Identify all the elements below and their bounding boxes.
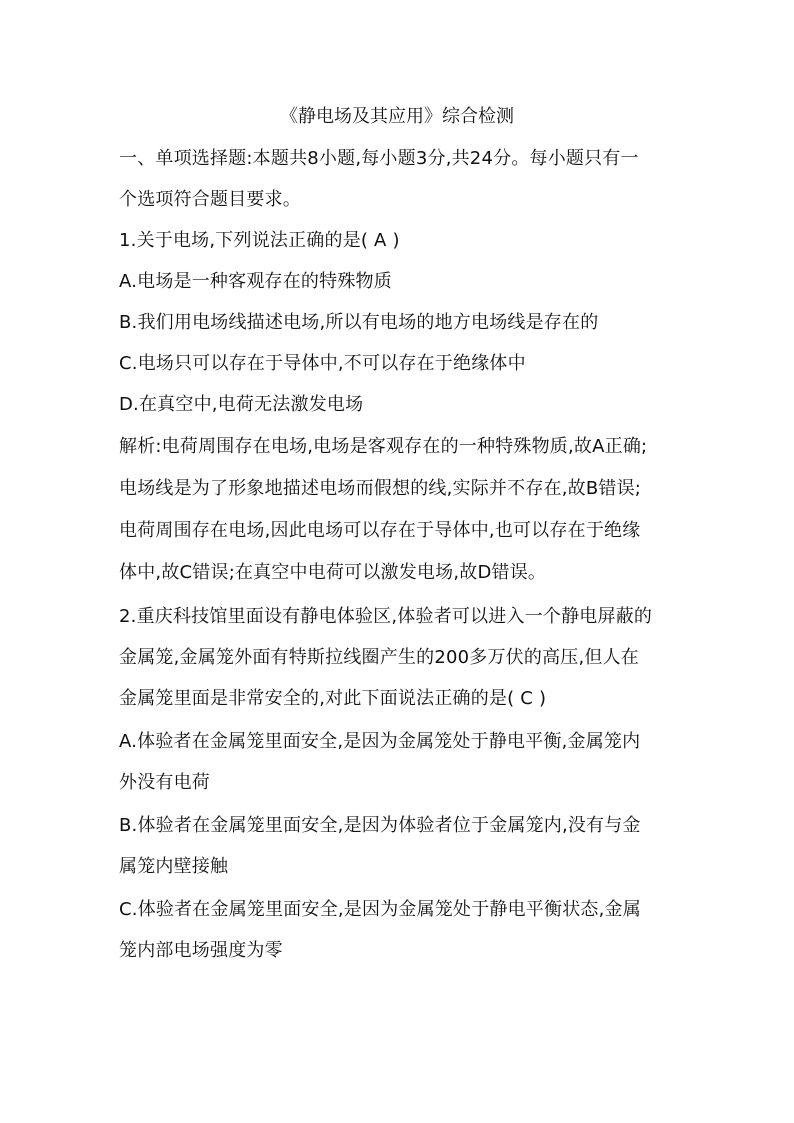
question-2-stem-line-3: 金属笼里面是非常安全的,对此下面说法正确的是( C )	[119, 688, 547, 709]
question-1-analysis-line-1: 解析:电荷周围存在电场,电场是客观存在的一种特殊物质,故A正确;	[119, 436, 648, 457]
question-2-option-a-line-2: 外没有电荷	[119, 772, 210, 793]
question-2-option-c-line-2: 笼内部电场强度为零	[119, 940, 283, 961]
question-2-option-b-line-1: B.体验者在金属笼里面安全,是因为体验者位于金属笼内,没有与金	[119, 815, 641, 836]
question-2-option-b-line-2: 属笼内壁接触	[119, 856, 229, 877]
question-1-option-d: D.在真空中,电荷无法激发电场	[119, 394, 364, 415]
question-1-analysis-line-3: 电荷周围存在电场,因此电场可以存在于导体中,也可以存在于绝缘	[119, 520, 641, 541]
question-1-analysis-line-2: 电场线是为了形象地描述电场而假想的线,实际并不存在,故B错误;	[119, 478, 642, 499]
section-header-line-1: 一、单项选择题:本题共8小题,每小题3分,共24分。每小题只有一	[119, 148, 639, 169]
section-header-line-2: 个选项符合题目要求。	[119, 189, 301, 210]
question-1-analysis-line-4: 体中,故C错误;在真空中电荷可以激发电场,故D错误。	[119, 562, 547, 583]
question-2-option-a-line-1: A.体验者在金属笼里面安全,是因为金属笼处于静电平衡,金属笼内	[119, 731, 641, 752]
document-title: 《静电场及其应用》综合检测	[280, 106, 514, 127]
question-1-option-b: B.我们用电场线描述电场,所以有电场的地方电场线是存在的	[119, 312, 599, 333]
question-1-option-a: A.电场是一种客观存在的特殊物质	[119, 271, 392, 292]
question-2-stem-line-2: 金属笼,金属笼外面有特斯拉线圈产生的200多万伏的高压,但人在	[119, 647, 639, 668]
question-1-stem: 1.关于电场,下列说法正确的是( A )	[119, 230, 400, 251]
question-2-option-c-line-1: C.体验者在金属笼里面安全,是因为金属笼处于静电平衡状态,金属	[119, 899, 641, 920]
question-1-option-c: C.电场只可以存在于导体中,不可以存在于绝缘体中	[119, 353, 526, 374]
question-2-stem-line-1: 2.重庆科技馆里面设有静电体验区,体验者可以进入一个静电屏蔽的	[119, 606, 653, 627]
